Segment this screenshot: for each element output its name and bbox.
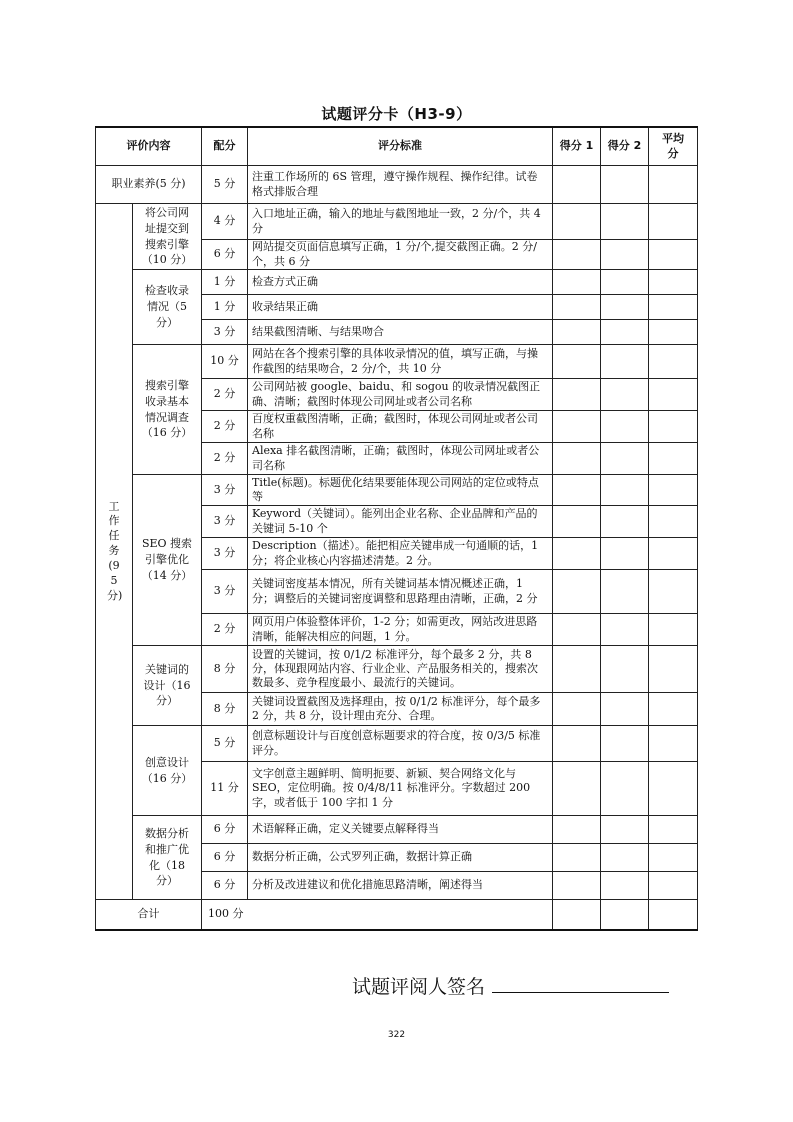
score1-cell[interactable] <box>553 614 601 646</box>
points-cell: 2 分 <box>202 411 248 443</box>
score1-cell[interactable] <box>553 506 601 538</box>
criteria-cell: 公司网站被 google、baidu、和 sogou 的收录情况截图正确、清晰；截图时体现公司网址或者公司名称 <box>248 379 553 411</box>
score2-cell[interactable] <box>601 816 649 844</box>
score2-cell[interactable] <box>601 443 649 475</box>
total-row <box>96 900 698 930</box>
average-cell[interactable] <box>649 295 698 320</box>
average-cell[interactable] <box>649 166 698 204</box>
header-average-label: 平均分 <box>662 132 684 160</box>
score2-cell[interactable] <box>601 204 649 240</box>
points-cell: 3 分 <box>202 320 248 345</box>
points-cell: 2 分 <box>202 379 248 411</box>
score2-cell[interactable] <box>601 506 649 538</box>
score1-cell[interactable] <box>553 762 601 816</box>
points-cell: 2 分 <box>202 614 248 646</box>
points-cell: 3 分 <box>202 506 248 538</box>
criteria-cell: 关键词密度基本情况，所有关键词基本情况概述正确，1 分；调整后的关键词密度调整和思路理由清晰，正确，2 分 <box>248 570 553 614</box>
task-group-label: 检查收录情况（5 分） <box>145 284 189 329</box>
professional-label: 职业素养(5 分) <box>96 166 202 204</box>
score1-cell[interactable] <box>553 443 601 475</box>
score1-cell[interactable] <box>553 345 601 379</box>
average-cell[interactable] <box>649 443 698 475</box>
criteria-cell: 术语解释正确，定义关键要点解释得当 <box>248 816 553 844</box>
document-title: 试题评分卡（H3-9） <box>321 105 472 123</box>
points-cell: 2 分 <box>202 443 248 475</box>
task-group-cell <box>133 475 202 646</box>
score1-cell[interactable] <box>553 475 601 506</box>
score1-cell[interactable] <box>553 726 601 762</box>
criteria-cell: 结果截图清晰、与结果吻合 <box>248 320 553 345</box>
signature-line[interactable] <box>492 992 669 993</box>
score2-cell[interactable] <box>601 872 649 900</box>
score2-cell[interactable] <box>601 320 649 345</box>
average-cell[interactable] <box>649 844 698 872</box>
score2-cell[interactable] <box>601 345 649 379</box>
score2-cell[interactable] <box>601 646 649 693</box>
average-cell[interactable] <box>649 816 698 844</box>
table-row <box>96 345 698 379</box>
table-row <box>96 646 698 693</box>
criteria-cell: 检查方式正确 <box>248 270 553 295</box>
score1-cell[interactable] <box>553 570 601 614</box>
criteria-cell: Keyword（关键词）。能列出企业名称、企业品牌和产品的关键词 5-10 个 <box>248 506 553 538</box>
average-cell[interactable] <box>649 726 698 762</box>
points-cell: 10 分 <box>202 345 248 379</box>
task-group-cell <box>133 726 202 816</box>
task-group-cell <box>133 204 202 270</box>
average-cell[interactable] <box>649 646 698 693</box>
average-cell[interactable] <box>649 900 698 930</box>
score1-cell[interactable] <box>553 270 601 295</box>
score1-cell[interactable] <box>553 816 601 844</box>
header-points: 配分 <box>202 127 248 166</box>
score2-cell[interactable] <box>601 475 649 506</box>
table-row <box>96 270 698 295</box>
score1-cell[interactable] <box>553 166 601 204</box>
score2-cell[interactable] <box>601 411 649 443</box>
average-cell[interactable] <box>649 270 698 295</box>
score2-cell[interactable] <box>601 379 649 411</box>
average-cell[interactable] <box>649 379 698 411</box>
average-cell[interactable] <box>649 506 698 538</box>
points-cell: 6 分 <box>202 816 248 844</box>
average-cell[interactable] <box>649 204 698 240</box>
score1-cell[interactable] <box>553 295 601 320</box>
average-cell[interactable] <box>649 693 698 726</box>
header-score1: 得分 1 <box>553 127 601 166</box>
score1-cell[interactable] <box>553 204 601 240</box>
task-group-label: 创意设计（16 分） <box>141 755 193 785</box>
total-points: 100 分 <box>202 900 553 930</box>
score2-cell[interactable] <box>601 570 649 614</box>
points-cell: 1 分 <box>202 270 248 295</box>
points-cell: 6 分 <box>202 872 248 900</box>
average-cell[interactable] <box>649 475 698 506</box>
average-cell[interactable] <box>649 345 698 379</box>
points-cell: 3 分 <box>202 538 248 570</box>
score2-cell[interactable] <box>601 693 649 726</box>
task-group-cell <box>133 270 202 345</box>
score1-cell[interactable] <box>553 900 601 930</box>
header-score2: 得分 2 <box>601 127 649 166</box>
score2-cell[interactable] <box>601 614 649 646</box>
average-cell[interactable] <box>649 538 698 570</box>
task-group-label: SEO 搜索引擎优化（14 分） <box>141 537 193 582</box>
professional-criteria: 注重工作场所的 6S 管理，遵守操作规程、操作纪律。试卷格式排版合理 <box>248 166 553 204</box>
professional-row <box>96 166 698 204</box>
average-cell[interactable] <box>649 570 698 614</box>
task-group-cell <box>133 816 202 900</box>
table-row <box>96 204 698 240</box>
task-group-label: 数据分析和推广优化（18 分） <box>145 826 189 888</box>
header-row <box>96 127 698 166</box>
score2-cell[interactable] <box>601 538 649 570</box>
task-group-label: 将公司网址提交到搜索引擎（10 分） <box>141 205 193 267</box>
score1-cell[interactable] <box>553 240 601 270</box>
average-cell[interactable] <box>649 320 698 345</box>
score1-cell[interactable] <box>553 538 601 570</box>
header-average <box>649 127 698 166</box>
points-cell: 6 分 <box>202 240 248 270</box>
work-task-cell <box>96 204 133 900</box>
points-cell: 1 分 <box>202 295 248 320</box>
task-group-cell <box>133 646 202 726</box>
criteria-cell: 网页用户体验整体评价，1-2 分；如需更改，网站改进思路清晰，能解决相应的问题，1 分。 <box>248 614 553 646</box>
signature-label: 试题评阅人签名 <box>352 976 486 998</box>
average-cell[interactable] <box>649 411 698 443</box>
criteria-cell: 入口地址正确，输入的地址与截图地址一致，2 分/个，共 4 分 <box>248 204 553 240</box>
task-group-cell <box>133 345 202 475</box>
table-row <box>96 475 698 506</box>
points-cell: 3 分 <box>202 570 248 614</box>
scoring-table <box>95 126 698 931</box>
criteria-cell: 收录结果正确 <box>248 295 553 320</box>
score2-cell[interactable] <box>601 762 649 816</box>
score2-cell[interactable] <box>601 270 649 295</box>
average-cell[interactable] <box>649 872 698 900</box>
table-row <box>96 816 698 844</box>
score1-cell[interactable] <box>553 411 601 443</box>
total-label: 合计 <box>96 900 202 930</box>
score1-cell[interactable] <box>553 379 601 411</box>
score1-cell[interactable] <box>553 872 601 900</box>
criteria-cell: 百度权重截图清晰，正确；截图时，体现公司网址或者公司名称 <box>248 411 553 443</box>
points-cell: 8 分 <box>202 693 248 726</box>
average-cell[interactable] <box>649 240 698 270</box>
criteria-cell: 网站提交页面信息填写正确，1 分/个,提交截图正确。2 分/个，共 6 分 <box>248 240 553 270</box>
score1-cell[interactable] <box>553 844 601 872</box>
points-cell: 3 分 <box>202 475 248 506</box>
average-cell[interactable] <box>649 762 698 816</box>
score2-cell[interactable] <box>601 295 649 320</box>
score2-cell[interactable] <box>601 166 649 204</box>
header-content: 评价内容 <box>96 127 202 166</box>
points-cell: 5 分 <box>202 726 248 762</box>
score1-cell[interactable] <box>553 646 601 693</box>
score2-cell[interactable] <box>601 844 649 872</box>
score2-cell[interactable] <box>601 240 649 270</box>
professional-points: 5 分 <box>202 166 248 204</box>
points-cell: 6 分 <box>202 844 248 872</box>
points-cell: 8 分 <box>202 646 248 693</box>
criteria-cell: 关键词设置截图及选择理由，按 0/1/2 标准评分，每个最多 2 分，共 8 分，设计理由充分、合理。 <box>248 693 553 726</box>
points-cell: 11 分 <box>202 762 248 816</box>
criteria-cell: 分析及改进建议和优化措施思路清晰，阐述得当 <box>248 872 553 900</box>
criteria-cell: 创意标题设计与百度创意标题要求的符合度，按 0/3/5 标准评分。 <box>248 726 553 762</box>
score1-cell[interactable] <box>553 320 601 345</box>
header-criteria: 评分标准 <box>248 127 553 166</box>
criteria-cell: 设置的关键词，按 0/1/2 标准评分，每个最多 2 分，共 8 分，体现跟网站内容、行业企业、产品服务相关的，搜索次数最多、竞争程度最小、最流行的关键词。 <box>248 646 553 693</box>
table-row <box>96 726 698 762</box>
score2-cell[interactable] <box>601 726 649 762</box>
criteria-cell: Description（描述）。能把相应关键串成一句通顺的话，1 分；将企业核心内容描述清楚。2 分。 <box>248 538 553 570</box>
average-cell[interactable] <box>649 614 698 646</box>
criteria-cell: Title(标题)。标题优化结果要能体现公司网站的定位或特点等 <box>248 475 553 506</box>
task-group-label: 关键词的设计（16 分） <box>143 662 191 708</box>
work-task-label: 工作任务(95分) <box>107 499 123 602</box>
score1-cell[interactable] <box>553 693 601 726</box>
page-number: 322 <box>387 1030 406 1040</box>
task-group-label: 搜索引擎收录基本情况调查（16 分） <box>141 378 193 440</box>
score2-cell[interactable] <box>601 900 649 930</box>
criteria-cell: Alexa 排名截图清晰，正确；截图时，体现公司网址或者公司名称 <box>248 443 553 475</box>
criteria-cell: 数据分析正确，公式罗列正确，数据计算正确 <box>248 844 553 872</box>
criteria-cell: 网站在各个搜索引擎的具体收录情况的值，填写正确，与操作截图的结果吻合，2 分/个，共 10 分 <box>248 345 553 379</box>
criteria-cell: 文字创意主题鲜明、简明扼要、新颖、契合网络文化与 SEO，定位明确。按 0/4/8/11 标准评分。字数超过 200 字，或者低于 100 字扣 1 分 <box>248 762 553 816</box>
points-cell: 4 分 <box>202 204 248 240</box>
